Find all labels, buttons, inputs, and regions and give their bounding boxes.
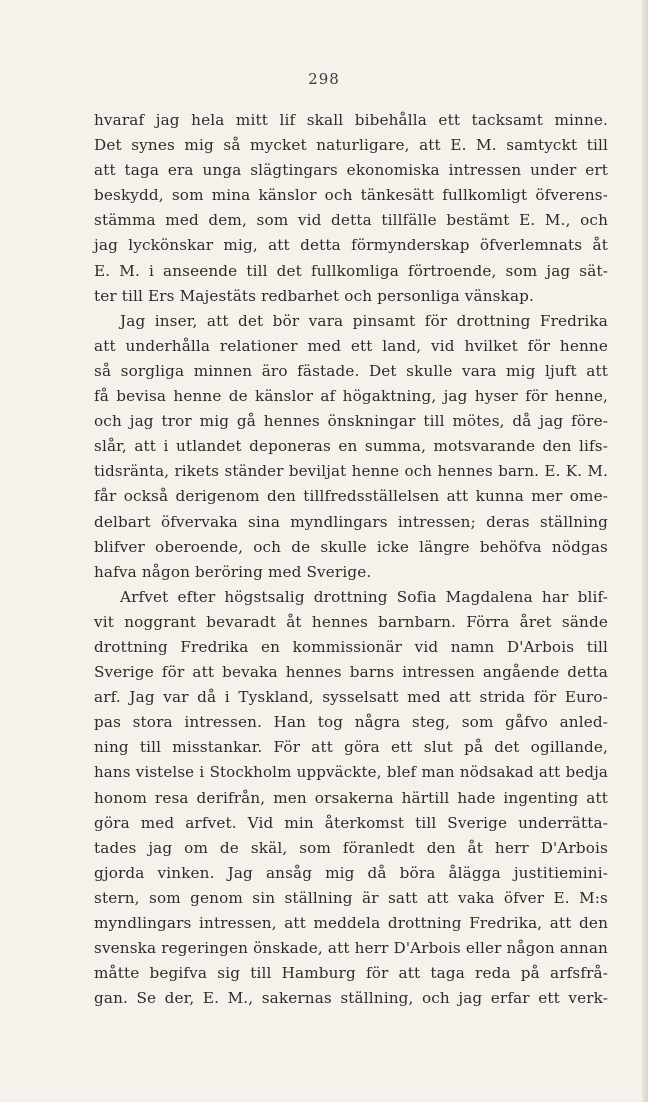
text-line: delbart öfvervaka sina myndlingars intressen; deras ställning	[94, 512, 608, 531]
text-line: så sorgliga minnen äro fästade. Det skulle vara mig ljuft att	[94, 361, 608, 380]
text-line: tades jag om de skäl, som föranledt den åt herr D'Arbois	[94, 838, 608, 857]
text-line: Jag inser, att det bör vara pinsamt för drottning Fredrika	[120, 311, 608, 330]
text-line: göra med arfvet. Vid min återkomst till Sverige underrätta-	[94, 813, 608, 832]
text-line: att underhålla relationer med ett land, vid hvilket för henne	[94, 336, 608, 355]
text-line: och jag tror mig gå hennes önskningar till mötes, då jag före-	[94, 412, 608, 431]
text-line: E. M. i anseende till det fullkomliga förtroende, som jag sät-	[94, 261, 608, 280]
text-line: hans vistelse i Stockholm uppväckte, blef man nödsakad att bedja	[94, 763, 608, 782]
text-line: slår, att i utlandet deponeras en summa, motsvarande den lifs-	[94, 437, 608, 456]
page-number: 298	[308, 70, 340, 88]
text-line: vit noggrant bevaradt åt hennes barnbarn. Förra året sände	[94, 612, 608, 631]
text-line: myndlingars intressen, att meddela drottning Fredrika, att den	[94, 914, 608, 932]
text-line: honom resa derifrån, men orsakerna härtill hade ingenting att	[94, 788, 608, 807]
text-line: arf. Jag var då i Tyskland, sysselsatt med att strida för Euro-	[94, 688, 608, 707]
text-line: hafva någon beröring med Sverige.	[94, 562, 372, 581]
text-line: Arfvet efter högstsalig drottning Sofia Magdalena har blif-	[120, 587, 608, 606]
text-line: tidsränta, rikets ständer beviljat henne och hennes barn. E. K. M.	[94, 462, 608, 481]
text-line: hvaraf jag hela mitt lif skall bibehålla ett tacksamt minne.	[94, 111, 608, 129]
text-line: beskydd, som mina känslor och tänkesätt fullkomligt öfverens-	[94, 186, 608, 205]
text-line: ter till Ers Majestäts redbarhet och personliga vänskap.	[94, 286, 535, 305]
text-line: får också derigenom den tillfredsställelsen att kunna mer ome-	[94, 487, 608, 506]
text-line: få bevisa henne de känslor af högaktning, jag hyser för henne,	[94, 387, 608, 406]
text-line: stern, som genom sin ställning är satt att vaka öfver E. M:s	[94, 888, 608, 907]
text-line: Det synes mig så mycket naturligare, att E. M. samtyckt till	[94, 136, 608, 155]
text-line: stämma med dem, som vid detta tillfälle bestämt E. M., och	[94, 211, 608, 230]
text-line: gjorda vinken. Jag ansåg mig då böra ålägga justitiemini-	[94, 863, 608, 882]
text-line: gan. Se der, E. M., sakernas ställning, och jag erfar ett verk-	[94, 989, 608, 1008]
text-line: måtte begifva sig till Hamburg för att taga reda på arfsfrå-	[94, 964, 608, 983]
text-line: Sverige för att bevaka hennes barns intressen angående detta	[94, 663, 608, 682]
text-line: drottning Fredrika en kommissionär vid namn D'Arbois till	[94, 637, 608, 656]
text-line: svenska regeringen önskade, att herr D'Arbois eller någon annan	[94, 939, 608, 958]
text-line: blifver oberoende, och de skulle icke längre behöfva nödgas	[94, 537, 608, 556]
text-line: pas stora intressen. Han tog några steg, som gåfvo anled-	[94, 713, 608, 732]
text-line: jag lyckönskar mig, att detta förmynderskap öfverlemnats åt	[94, 236, 608, 255]
text-line: att taga era unga slägtingars ekonomiska intressen under ert	[94, 161, 608, 180]
page-edge	[642, 0, 648, 1102]
text-line: ning till misstankar. För att göra ett slut på det ogillande,	[94, 738, 608, 757]
body-text	[94, 108, 608, 1011]
